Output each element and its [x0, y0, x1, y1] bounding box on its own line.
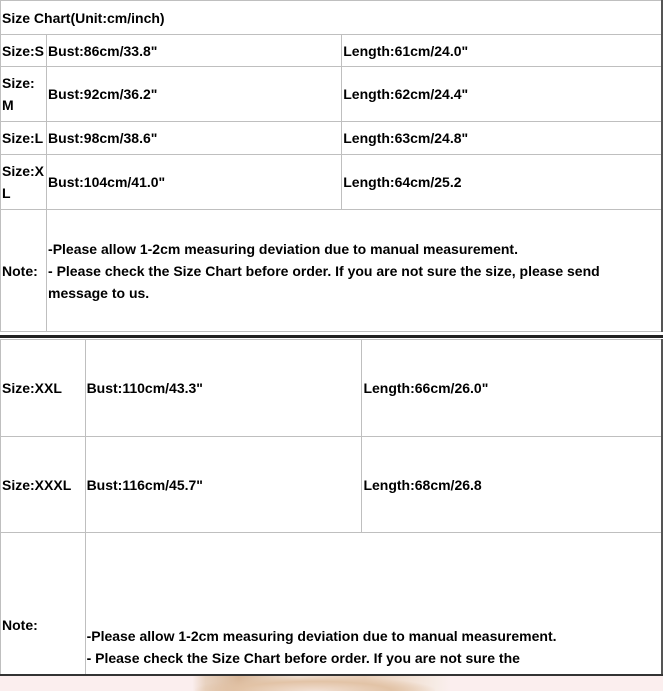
- note-line-1: -Please allow 1-2cm measuring deviation due to manual measurement.: [48, 240, 518, 257]
- note-row: [1, 533, 663, 691]
- note-line-1: -Please allow 1-2cm measuring deviation due to manual measurement.: [86, 627, 557, 644]
- table-row: [1, 67, 663, 122]
- model-hair-image: [195, 676, 435, 691]
- note-text: [85, 533, 662, 691]
- size-cell: Size:S: [1, 35, 47, 67]
- bust-cell: Bust:116cm/45.7": [85, 437, 362, 533]
- product-photo-edge: [0, 676, 663, 691]
- length-cell: Length:63cm/24.8": [342, 122, 662, 155]
- note-line-2: - Please check the Size Chart before order. If you are not sure the size, please send message to us.: [48, 262, 600, 301]
- note-text: [47, 210, 662, 332]
- size-chart-table-2: [0, 339, 663, 691]
- table-row: [1, 35, 663, 67]
- bust-cell: Bust:86cm/33.8": [47, 35, 342, 67]
- length-cell: Length:68cm/26.8: [362, 437, 662, 533]
- size-chart-title: Size Chart(Unit:cm/inch): [1, 1, 663, 35]
- size-cell: Size:XL: [1, 155, 47, 210]
- size-cell: Size:M: [1, 67, 47, 122]
- length-cell: Length:64cm/25.2: [342, 155, 662, 210]
- table-row: [1, 437, 663, 533]
- bust-cell: Bust:98cm/38.6": [47, 122, 342, 155]
- size-cell: Size:XXXL: [1, 437, 86, 533]
- size-cell: Size:L: [1, 122, 47, 155]
- size-cell: Size:XXL: [1, 340, 86, 437]
- length-cell: Length:66cm/26.0": [362, 340, 662, 437]
- length-cell: Length:62cm/24.4": [342, 67, 662, 122]
- note-line-2: - Please check the Size Chart before order. If you are not sure the: [86, 649, 520, 666]
- table-row: [1, 155, 663, 210]
- table-divider: [0, 335, 663, 338]
- note-label: Note:: [1, 533, 86, 691]
- size-chart-title-row: [1, 1, 663, 35]
- note-row: [1, 210, 663, 332]
- bust-cell: Bust:110cm/43.3": [85, 340, 362, 437]
- size-chart-table-1: [0, 0, 663, 332]
- bust-cell: Bust:104cm/41.0": [47, 155, 342, 210]
- table-row: [1, 122, 663, 155]
- table-row: [1, 340, 663, 437]
- note-label: Note:: [1, 210, 47, 332]
- bust-cell: Bust:92cm/36.2": [47, 67, 342, 122]
- length-cell: Length:61cm/24.0": [342, 35, 662, 67]
